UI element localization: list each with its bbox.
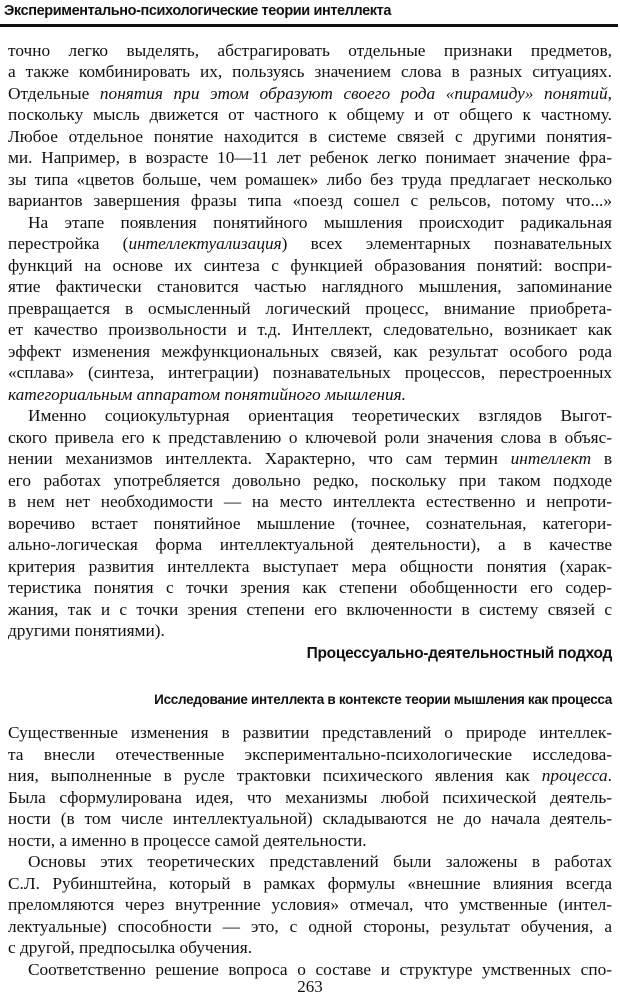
page-number: 263 [297,977,323,996]
text-line: эффект изменения межфункциональных связей, как результат особого рода [8,342,612,361]
text-line: преломляются через внутренние условия» отмечал, что умственные (интел- [8,895,612,914]
text-line: «сплава» (синтеза, интеграции) познавательных процессов, перестроенных [8,363,612,382]
text-line: функций на основе их синтеза с функцией образования понятий: воспри- [8,256,612,275]
text-line: точно легко выделять, абстрагировать отдельные признаки предметов, [8,41,612,60]
text-line: Существенные изменения в развитии представлений о природе интеллек- [8,723,612,742]
text-line: ально-логическая форма интеллектуальной деятельности), а в качестве [8,535,612,554]
text-line: ности, а именно в процессе самой деятельности. [8,831,367,850]
subsection-heading: Исследование интеллекта в контексте теории мышления как процесса [154,692,612,707]
text-line: с другой, предпосылка обучения. [8,938,253,957]
text-line: превращается в осмысленный логический процесс, внимание приобрета- [8,299,612,318]
text-line: ятие фактически становится частью наглядного мышления, запоминание [8,277,612,296]
text-line: ет качество произвольности и т.д. Интеллект, следовательно, возникает как [8,320,612,339]
text-line: зы типа «цветов больше, чем ромашек» либо без труда предлагает несколько [8,170,612,189]
text-line: другими понятиями). [8,621,165,640]
text-line: ского привела его к представлению о ключевой роли значения слова в объяс- [8,428,612,447]
text-line: лектуальные) способности — это, с одной стороны, результат обучения, а [8,917,612,936]
text-line: Отдельные понятия при этом образуют своего рода «пирамиду» понятий, [8,84,612,103]
section-heading: Процессуально-деятельностный подход [306,645,612,662]
text-line: ности (в том числе интеллектуальной) складываются не до начала деятель- [8,809,612,828]
text-line: Была сформулирована идея, что механизмы любой психической деятель- [8,788,612,807]
text-line: жания, так и с точки зрения степени его включенности в систему связей с [8,600,612,619]
header-rule [0,24,618,27]
text-line: критерия развития интеллекта выступает мера общности понятия (харак- [8,557,612,576]
text-line: перестройка (интеллектуализация) всех элементарных познавательных [8,234,612,253]
text-line: поскольку мысль движется от частного к общему и от общего к частному. [8,105,612,124]
text-line: Любое отдельное понятие находится в системе связей с другими понятия- [8,127,612,146]
text-line: его работах употребляется довольно редко, поскольку при таком подходе [8,471,612,490]
text-line: вариантов завершения фразы типа «поезд сошел с рельсов, потому что...» [8,191,612,210]
text-line: воречиво встает понятийное мышление (точнее, сознательная, категори- [8,514,612,533]
text-line: Соответственно решение вопроса о составе и структуре умственных спо- [28,960,612,979]
text-line: С.Л. Рубинштейна, который в рамках формулы «внешние влияния всегда [8,874,612,893]
running-header: Экспериментально-психологические теории интеллекта [4,3,391,19]
text-line: та внесли отечественные экспериментально-психологические исследова- [8,745,612,764]
text-line: Именно социокультурная ориентация теоретических взглядов Выгот- [28,406,612,425]
text-line: в нем нет необходимости — на место интеллекта естественно и непроти- [8,492,612,511]
text-line: ния, выполненные в русле трактовки психического явления как процесса. [8,766,612,785]
text-line: Основы этих теоретических представлений были заложены в работах [28,852,612,871]
text-line: теристика понятия с точки зрения как степени обобщенности его содер- [8,578,612,597]
text-line: а также комбинировать их, пользуясь значением слова в разных ситуациях. [8,62,612,81]
text-line: На этапе появления понятийного мышления происходит радикальная [28,213,612,232]
text-line: категориальным аппаратом понятийного мышления. [8,385,406,404]
text-line: ми. Например, в возрасте 10—11 лет ребенок легко понимает значение фра- [8,148,612,167]
text-line: нении механизмов интеллекта. Характерно, что сам термин интеллект в [8,449,612,468]
